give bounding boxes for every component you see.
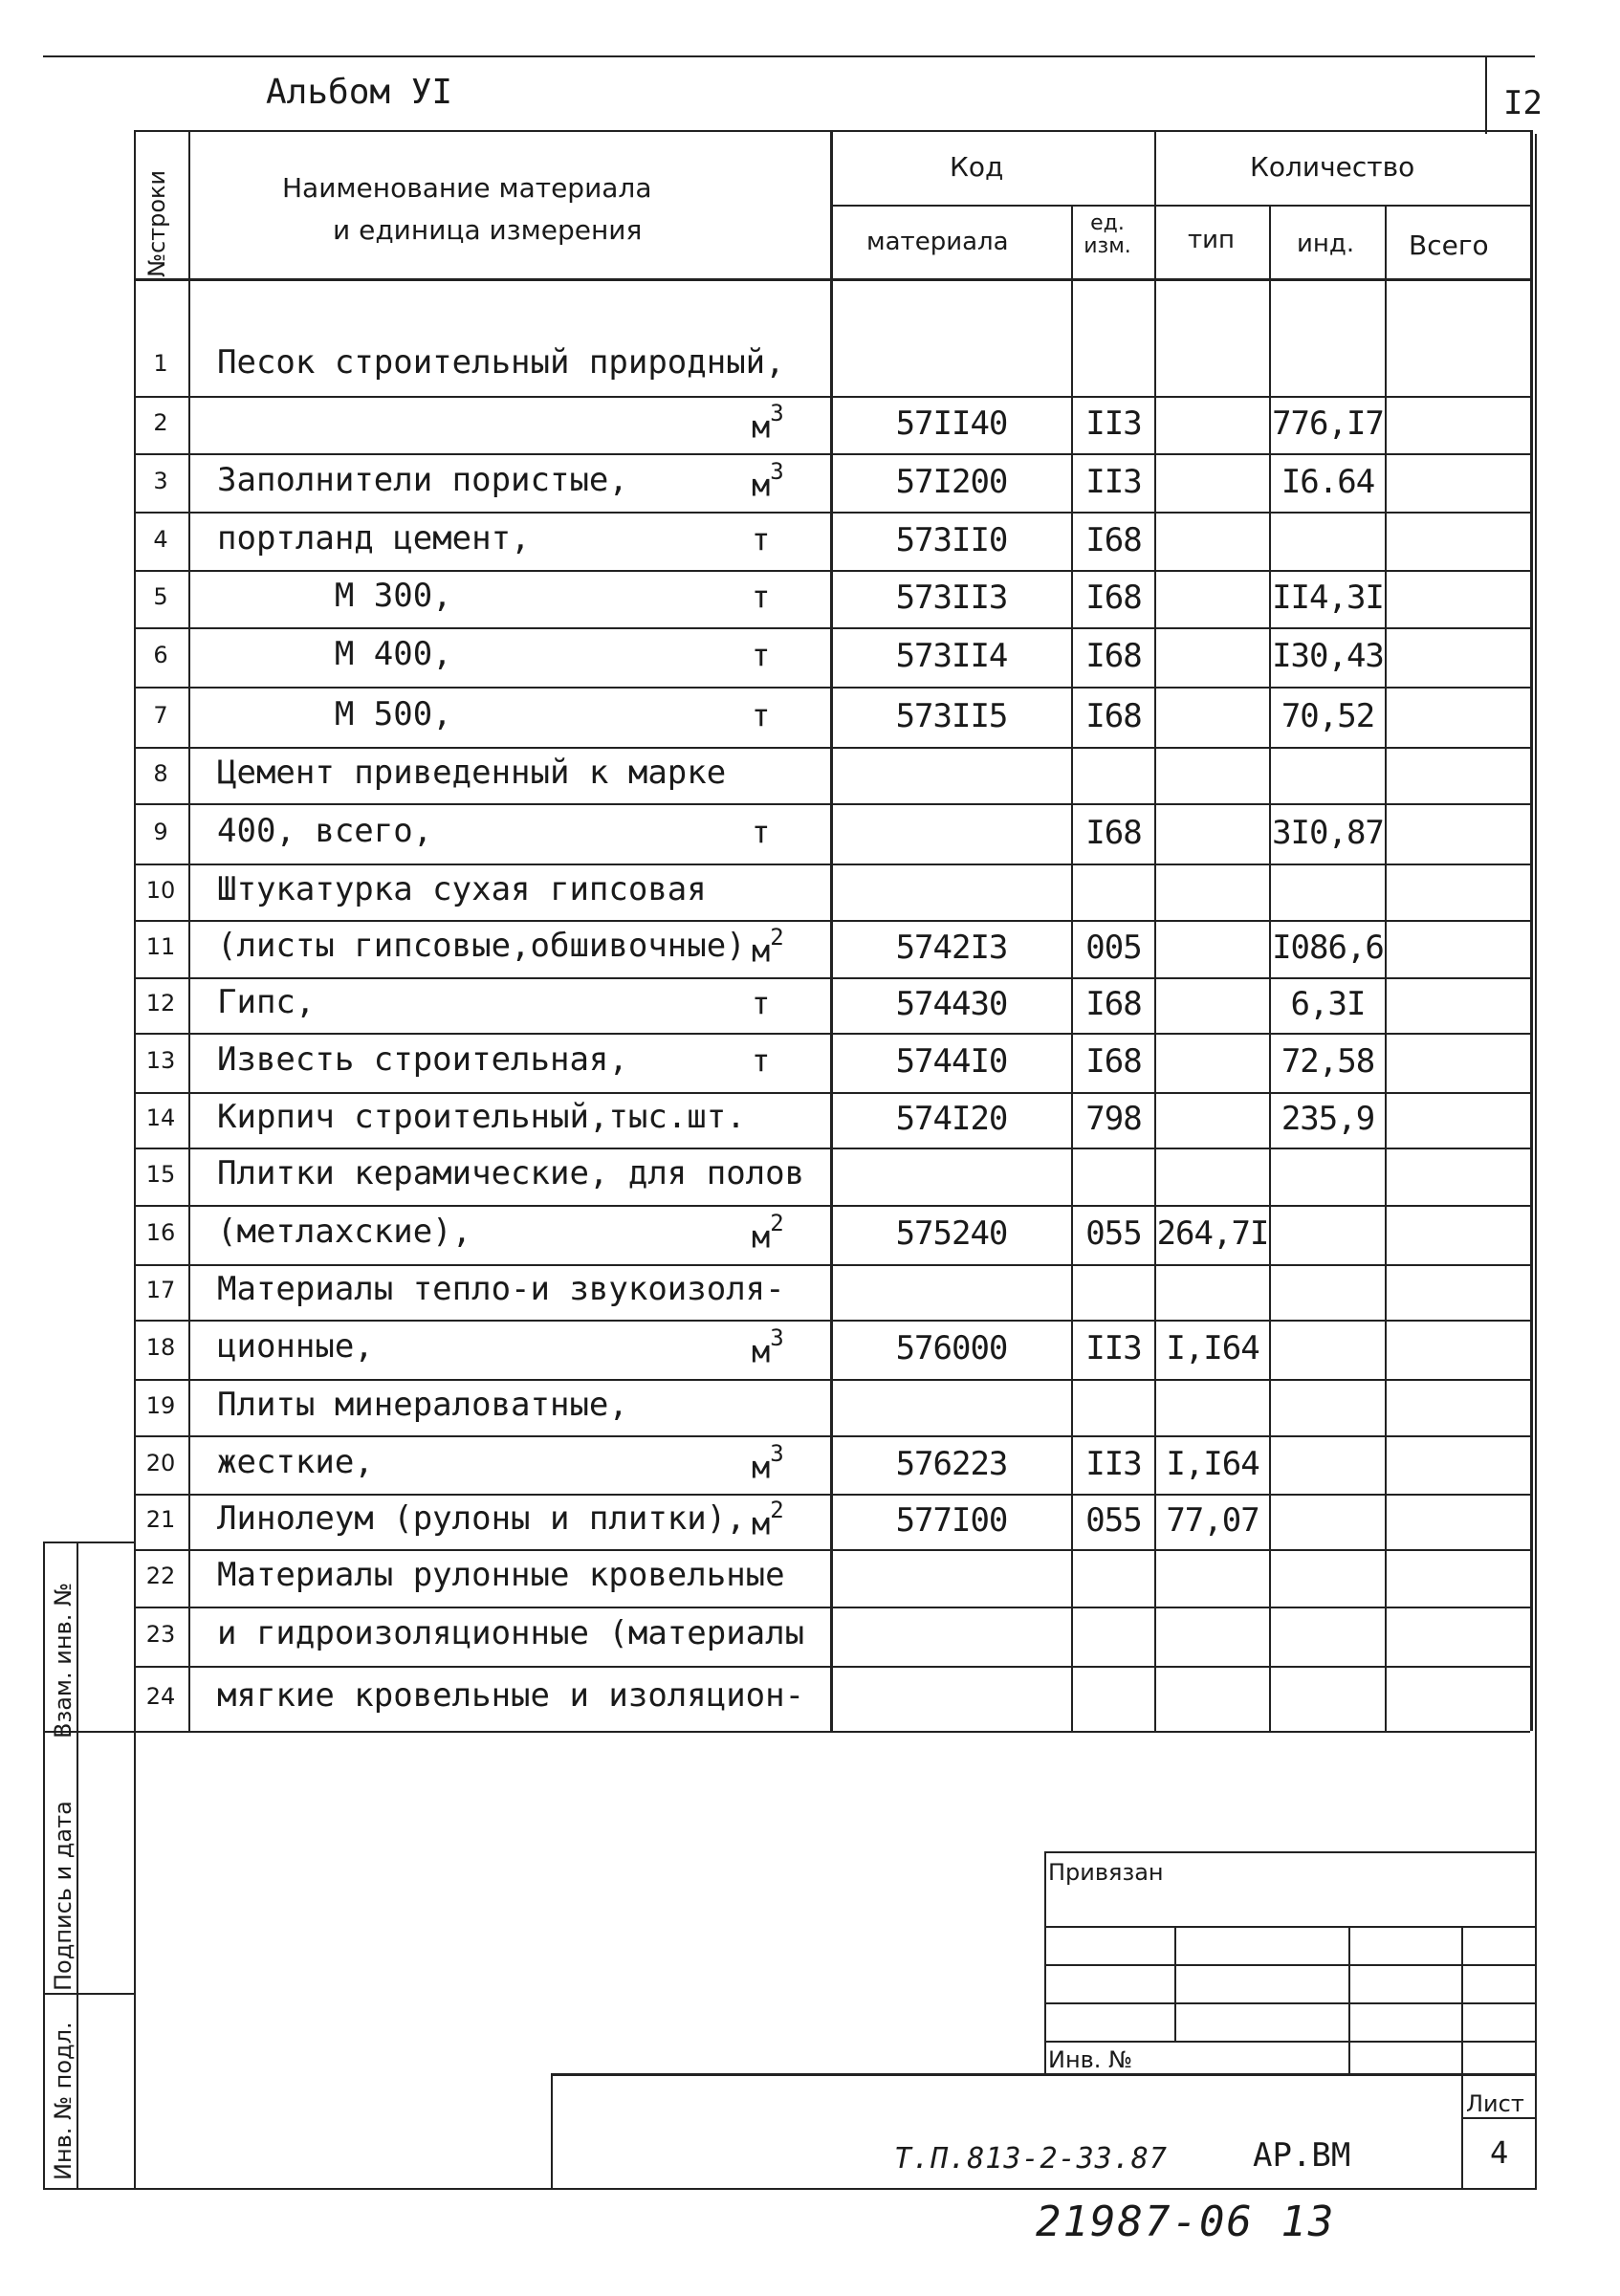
stamp-left-line (43, 1542, 45, 2190)
row-number: 13 (145, 1047, 176, 1074)
stamp-sep-line (43, 1993, 134, 1995)
material-code: 577I00 (895, 1501, 1008, 1540)
material-code: 573II3 (895, 579, 1008, 617)
material-unit: $м^2$ (752, 1210, 784, 1256)
unit-code: 005 (1085, 929, 1142, 967)
unit-exponent: 3 (770, 400, 784, 426)
document-mark: АР.ВМ (1253, 2136, 1351, 2175)
material-unit: т (752, 696, 771, 733)
col-line (1154, 130, 1156, 1731)
unit-code: I68 (1085, 579, 1142, 617)
material-name: портланд цемент, (217, 518, 531, 558)
material-name: 400, всего, (217, 811, 433, 850)
qty-type: 264,7I (1156, 1214, 1269, 1253)
row-number: 2 (153, 409, 168, 436)
privyazan-top (1044, 1851, 1535, 1853)
document-code: Т.П.813-2-33.87 (894, 2142, 1168, 2176)
material-name: и гидроизоляционные (материалы (217, 1614, 805, 1652)
qty-individual: I30,43 (1272, 637, 1384, 675)
material-name: ционные, (217, 1327, 374, 1366)
unit-code: I68 (1085, 520, 1142, 559)
material-name: Известь строительная, (217, 1040, 628, 1079)
material-unit: т (752, 813, 771, 850)
qty-type-header: тип (1188, 226, 1236, 254)
inv-number-label: Инв. № (1048, 2046, 1133, 2073)
privyazan-col (1348, 1926, 1350, 2073)
material-unit: т (752, 637, 771, 673)
material-name: Кирпич строительный,тыс.шт. (217, 1098, 746, 1136)
stamp-bottom-line (43, 2188, 134, 2190)
material-name: (метлахские), (217, 1213, 472, 1251)
qty-type: I,I64 (1166, 1329, 1259, 1367)
top-border (43, 55, 1535, 57)
material-code: 573II5 (895, 696, 1008, 735)
unit-exponent: 3 (770, 1439, 784, 1467)
row-number: 24 (145, 1683, 176, 1710)
row-number: 7 (153, 701, 168, 729)
frame-bottom-line (134, 2188, 1535, 2190)
privyazan-col (1174, 1926, 1176, 2041)
stamp-top-line (43, 1542, 134, 1543)
album-title: Альбом УI (266, 73, 453, 112)
unit-code: II3 (1085, 462, 1142, 501)
row-number: 17 (145, 1277, 176, 1303)
privyazan-label: Привязан (1048, 1859, 1164, 1886)
row-number: 4 (153, 525, 168, 553)
row-number: 10 (145, 876, 176, 904)
row-number: 21 (145, 1506, 176, 1533)
material-code: 5742I3 (895, 929, 1008, 967)
material-name: Материалы рулонные кровельные (217, 1556, 785, 1594)
unit-code: I68 (1085, 696, 1142, 735)
material-code: 574430 (895, 985, 1008, 1023)
qty-total-header: Всего (1409, 230, 1489, 261)
row-number: 1 (153, 350, 168, 377)
unit-exponent: 3 (770, 457, 784, 485)
qty-type: 77,07 (1166, 1501, 1259, 1540)
material-unit: $м^2$ (752, 924, 784, 970)
stamp-inv-podl: Инв. № подл. (50, 2022, 77, 2180)
unit-exponent: 3 (770, 1324, 784, 1351)
qty-individual: 3I0,87 (1272, 813, 1384, 852)
qty-individual: I086,6 (1272, 929, 1384, 967)
code-unit-header: ед. изм. (1084, 211, 1131, 258)
material-code: 5744I0 (895, 1042, 1008, 1081)
material-unit: $м^3$ (752, 457, 784, 504)
unit-exponent: 2 (770, 1497, 784, 1523)
unit-exponent: 2 (770, 1210, 784, 1236)
quantity-group-header: Количество (1250, 151, 1415, 183)
header-split-line (830, 205, 1530, 207)
row-number: 15 (145, 1161, 176, 1188)
qty-individual: 6,3I (1290, 985, 1366, 1023)
col-line (134, 130, 136, 1731)
unit-code: 055 (1085, 1501, 1142, 1540)
material-unit: т (752, 579, 771, 615)
unit-code: II3 (1085, 405, 1142, 443)
frame-left-line (134, 1666, 136, 2190)
col-line (188, 130, 190, 1731)
qty-individual: 70,52 (1281, 696, 1375, 735)
row-number: 12 (145, 990, 176, 1017)
col-line (1530, 130, 1533, 1731)
qty-individual: 72,58 (1281, 1042, 1375, 1081)
row-number: 6 (153, 642, 168, 668)
material-unit: $м^2$ (752, 1497, 784, 1542)
col-line (830, 130, 833, 1731)
tb-frame-top (551, 2073, 1535, 2076)
code-group-header: Код (950, 151, 1004, 183)
material-name: Плитки керамические, для полов (217, 1154, 805, 1192)
row-number: 23 (145, 1621, 176, 1648)
material-code: 57I200 (895, 462, 1008, 501)
stamp-vzam-inv: Взам. инв. № (50, 1583, 77, 1738)
material-name: Цемент приведенный к марке (217, 753, 727, 792)
material-name: М 500, (217, 694, 452, 733)
unit-exponent: 2 (770, 924, 784, 951)
page-number: I2 (1503, 84, 1543, 122)
unit-code: I68 (1085, 813, 1142, 852)
qty-individual: II4,3I (1272, 579, 1384, 617)
privyazan-col (1461, 1926, 1463, 2188)
row-number: 9 (153, 818, 168, 845)
material-code: 574I20 (895, 1100, 1008, 1138)
tb-frame-left (551, 2073, 553, 2188)
right-border (1535, 134, 1537, 2190)
col-line (1385, 205, 1387, 1731)
row-number: 3 (153, 467, 168, 494)
row-number: 20 (145, 1449, 176, 1476)
material-code: 576000 (895, 1329, 1008, 1367)
material-code: 573II4 (895, 637, 1008, 675)
name-header-line1: Наименование материала (282, 172, 652, 204)
material-unit: т (752, 985, 771, 1021)
material-name: жесткие, (217, 1442, 374, 1481)
code-material-header: материала (866, 228, 1009, 256)
row-number: 18 (145, 1334, 176, 1361)
row-number: 14 (145, 1104, 176, 1131)
material-unit: $м^3$ (752, 400, 784, 446)
row-number: 11 (145, 933, 176, 960)
name-header-line2: и единица измерения (333, 214, 643, 246)
material-name: М 300, (217, 577, 452, 615)
material-name: мягкие кровельные и изоляцион- (217, 1676, 805, 1715)
unit-code: 055 (1085, 1214, 1142, 1253)
material-code: 575240 (895, 1214, 1008, 1253)
stamp-inner-line (77, 1542, 78, 2190)
list-label: Лист (1466, 2090, 1524, 2117)
stamp-podpis-data: Подпись и дата (50, 1801, 77, 1991)
material-unit: т (752, 520, 771, 558)
qty-individual: 776,I7 (1272, 405, 1384, 443)
row-number: 22 (145, 1563, 176, 1589)
qty-type: I,I64 (1166, 1444, 1259, 1483)
material-name: Песок строительный природный, (217, 343, 785, 382)
material-unit: т (752, 1042, 771, 1079)
unit-code: I68 (1085, 985, 1142, 1023)
qty-ind-header: инд. (1297, 230, 1355, 258)
row-line (134, 1731, 1530, 1733)
unit-code: 798 (1085, 1100, 1142, 1138)
unit-code: I68 (1085, 1042, 1142, 1081)
unit-code: II3 (1085, 1444, 1142, 1483)
material-code: 573II0 (895, 520, 1008, 559)
material-name: Линолеум (рулоны и плитки), (217, 1499, 746, 1538)
material-name: (листы гипсовые,обшивочные) (217, 927, 746, 965)
row-number: 19 (145, 1391, 176, 1419)
material-code: 576223 (895, 1444, 1008, 1483)
material-name: Заполнители пористые, (217, 460, 628, 499)
material-name: Плиты минераловатные, (217, 1385, 628, 1424)
material-name: Материалы тепло-и звукоизоля- (217, 1270, 785, 1308)
material-name: Штукатурка сухая гипсовая (217, 869, 707, 908)
row-number: 5 (153, 583, 168, 610)
material-unit: $м^3$ (752, 1439, 784, 1486)
list-number: 4 (1490, 2134, 1509, 2171)
material-name: М 400, (217, 635, 452, 673)
row-number: 8 (153, 759, 168, 787)
unit-code: II3 (1085, 1329, 1142, 1367)
unit-code: I68 (1085, 637, 1142, 675)
qty-individual: I6.64 (1281, 462, 1375, 501)
material-unit: $м^3$ (752, 1324, 784, 1370)
list-sep (1461, 2117, 1535, 2119)
archive-number: 21987-06 13 (1036, 2198, 1336, 2246)
page-number-box-left (1485, 55, 1487, 134)
material-code: 57II40 (895, 405, 1008, 443)
row-number-header: №строки (143, 169, 170, 277)
qty-individual: 235,9 (1281, 1100, 1375, 1138)
row-number: 16 (145, 1219, 176, 1246)
material-name: Гипс, (217, 983, 316, 1021)
